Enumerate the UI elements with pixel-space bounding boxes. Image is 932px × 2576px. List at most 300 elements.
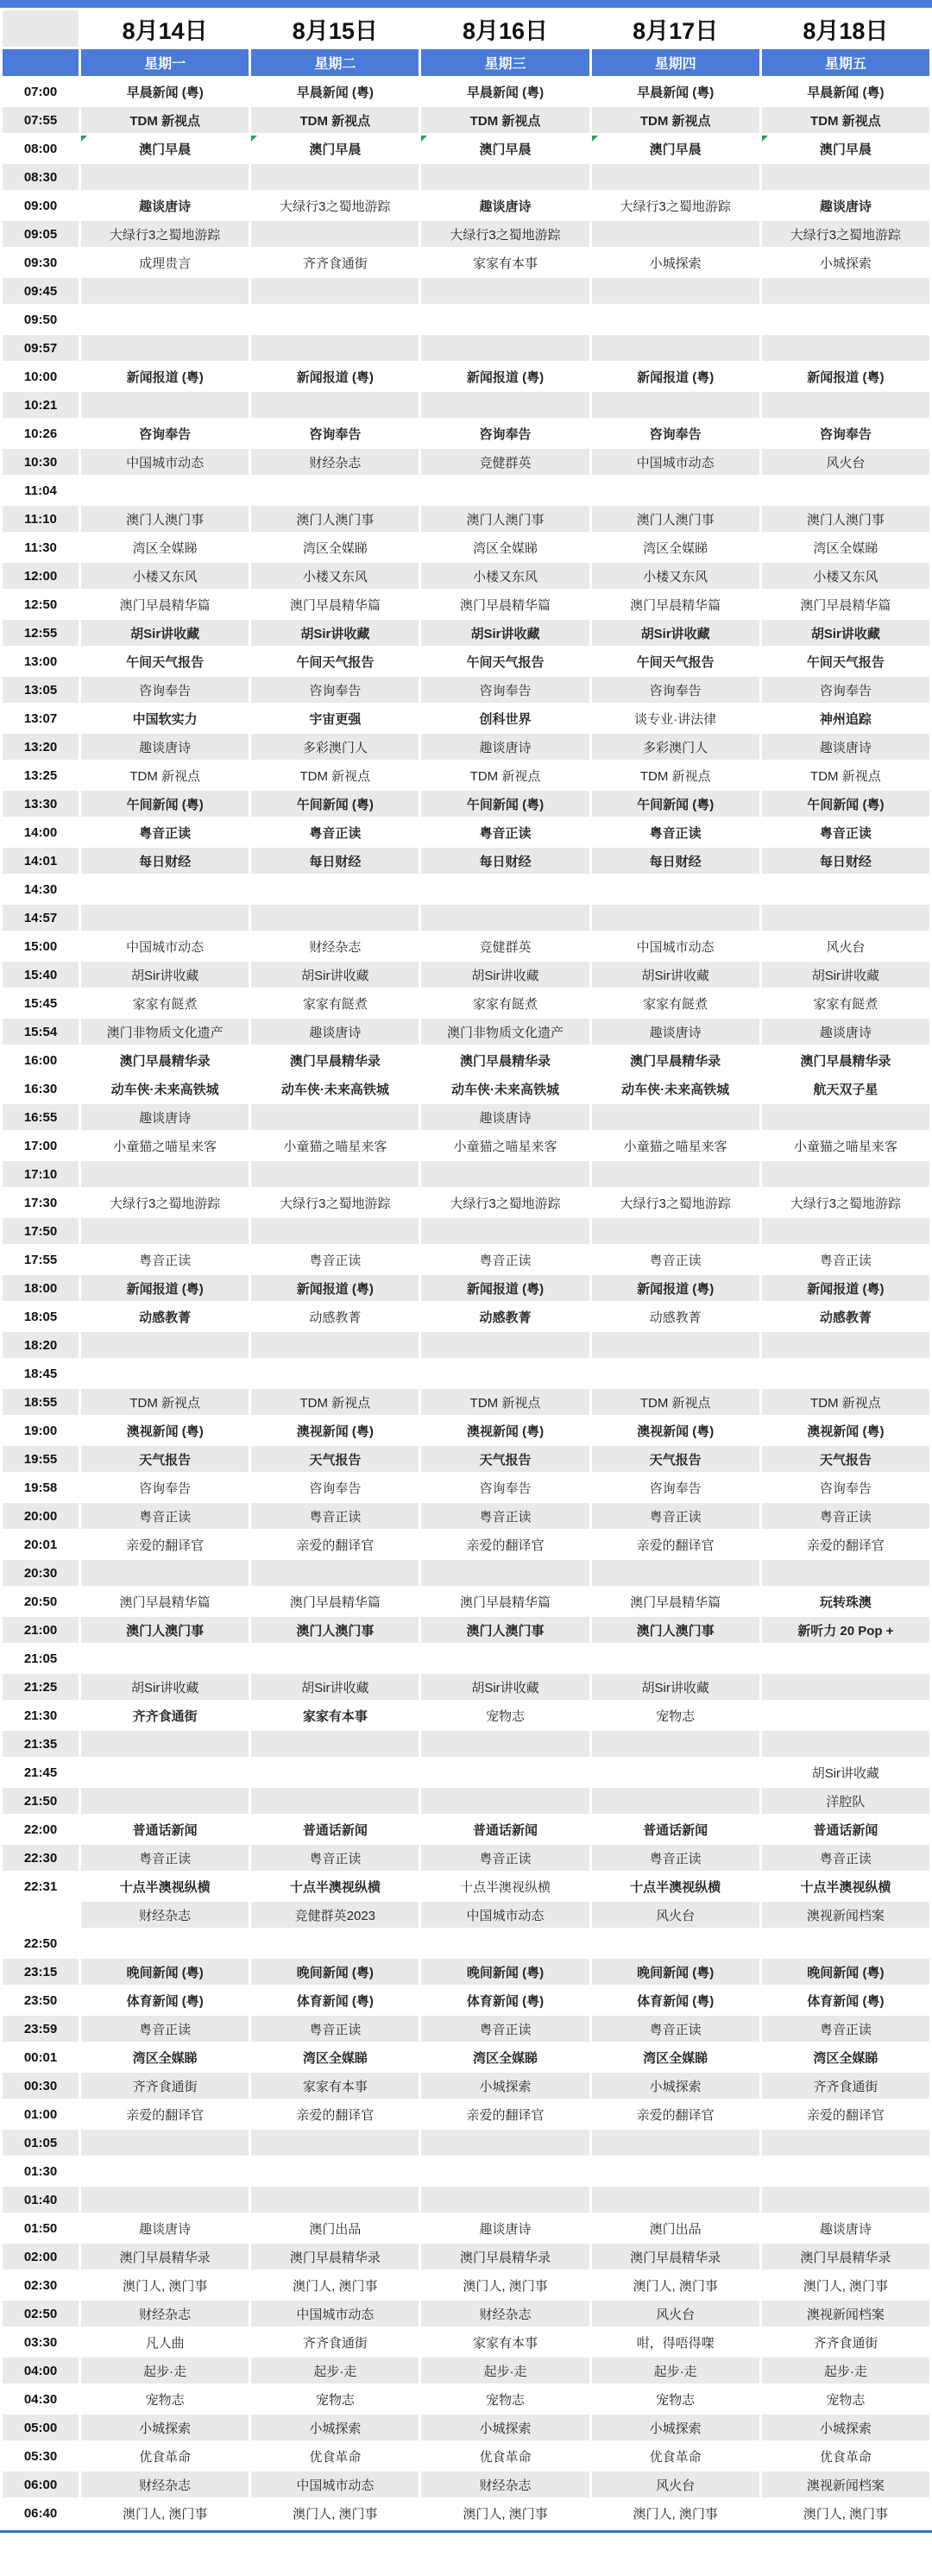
program-cell: 凡人曲 [81, 2329, 249, 2355]
program-cell: 粤音正读 [592, 1503, 759, 1529]
empty-cell [421, 1759, 589, 1785]
empty-cell [421, 1218, 589, 1244]
program-cell: 咨询奉告 [421, 677, 589, 703]
empty-cell [421, 1645, 589, 1671]
time-cell: 17:50 [3, 1218, 79, 1244]
schedule-row [3, 1446, 929, 1472]
empty-cell [81, 2130, 249, 2156]
schedule-row [3, 2244, 929, 2270]
program-cell: 中国城市动态 [421, 1902, 589, 1928]
program-cell: 澳门早晨精华篇 [762, 591, 929, 617]
program-cell: 澳门早晨精华篇 [81, 1588, 249, 1614]
schedule-row [3, 1588, 929, 1614]
program-cell: 起步·走 [421, 2358, 589, 2383]
program-cell: 动感教菁 [592, 1304, 759, 1329]
program-cell: 每日财经 [762, 848, 929, 874]
program-cell: 多彩澳门人 [592, 734, 759, 760]
program-cell: 家家有本事 [251, 2073, 419, 2099]
program-cell: 午间天气报告 [81, 648, 249, 674]
schedule-row [3, 107, 929, 133]
program-cell: 咨询奉告 [421, 1474, 589, 1500]
empty-cell [592, 306, 759, 332]
empty-cell [421, 2130, 589, 2156]
empty-cell [81, 1930, 249, 1956]
empty-cell [251, 278, 419, 304]
program-cell: 胡Sir讲收藏 [251, 1674, 419, 1700]
empty-cell [81, 306, 249, 332]
empty-cell [762, 2187, 929, 2213]
program-cell: 小城探索 [421, 2073, 589, 2099]
program-cell: 宠物志 [421, 2386, 589, 2412]
empty-cell [762, 1645, 929, 1671]
program-cell: 晚间新闻 (粤) [81, 1959, 249, 1985]
program-cell: TDM 新视点 [762, 107, 929, 133]
schedule-row [3, 762, 929, 788]
empty-cell [762, 876, 929, 902]
schedule-row [3, 2130, 929, 2156]
program-cell: 澳门人澳门事 [762, 506, 929, 532]
time-cell: 09:05 [3, 221, 79, 247]
empty-cell [762, 2130, 929, 2156]
program-cell: 趣谈唐诗 [421, 734, 589, 760]
program-cell: 家家有本事 [421, 2329, 589, 2355]
schedule-row [3, 2472, 929, 2497]
empty-cell [762, 1361, 929, 1386]
program-cell: 澳门早晨精华录 [81, 1047, 249, 1073]
time-cell: 17:10 [3, 1161, 79, 1187]
empty-cell [762, 1104, 929, 1130]
schedule-row [3, 1389, 929, 1415]
program-cell: 午间天气报告 [762, 648, 929, 674]
program-cell: 亲爱的翻译官 [421, 1531, 589, 1557]
program-cell: 小城探索 [762, 249, 929, 275]
schedule-table [0, 8, 932, 2529]
program-cell: 澳门早晨 [251, 136, 419, 161]
empty-cell [762, 306, 929, 332]
date-header-cell: 8月15日 [251, 10, 419, 47]
schedule-row [3, 221, 929, 247]
program-cell: 体育新闻 (粤) [762, 1987, 929, 2013]
empty-cell [592, 1332, 759, 1358]
program-cell: 竞健群英 [421, 449, 589, 475]
schedule-row [3, 2101, 929, 2127]
empty-cell [251, 164, 419, 190]
schedule-row [3, 1930, 929, 1956]
empty-cell [592, 1560, 759, 1586]
program-cell: 体育新闻 (粤) [251, 1987, 419, 2013]
program-cell: 中国城市动态 [251, 2301, 419, 2327]
schedule-row [3, 2158, 929, 2184]
schedule-row [3, 1190, 929, 1215]
program-cell: 动车侠·未来高铁城 [592, 1076, 759, 1102]
program-cell: 胡Sir讲收藏 [81, 962, 249, 988]
program-cell: 中国城市动态 [592, 449, 759, 475]
program-cell: 澳门人, 澳门事 [762, 2272, 929, 2298]
time-cell: 12:55 [3, 620, 79, 646]
program-cell: 澳门人, 澳门事 [592, 2500, 759, 2526]
program-cell: 澳门人, 澳门事 [421, 2272, 589, 2298]
program-cell: 大绿行3之蜀地游踪 [421, 221, 589, 247]
program-cell: 澳门早晨精华篇 [251, 591, 419, 617]
program-cell: TDM 新视点 [421, 762, 589, 788]
program-cell: 天气报告 [592, 1446, 759, 1472]
empty-cell [762, 392, 929, 418]
program-cell: 趣谈唐诗 [81, 734, 249, 760]
program-cell: 粤音正读 [592, 2016, 759, 2042]
program-cell: 午间新闻 (粤) [762, 791, 929, 817]
empty-cell [251, 1332, 419, 1358]
program-cell: 亲爱的翻译官 [81, 1531, 249, 1557]
program-cell: 胡Sir讲收藏 [421, 1674, 589, 1700]
schedule-row [3, 1702, 929, 1728]
time-cell: 21:30 [3, 1702, 79, 1728]
program-cell: 小城探索 [251, 2415, 419, 2440]
time-cell: 04:30 [3, 2386, 79, 2412]
empty-cell [592, 905, 759, 931]
time-cell: 01:00 [3, 2101, 79, 2127]
program-cell: 十点半澳视纵横 [421, 1873, 589, 1899]
program-cell: 澳门早晨精华录 [251, 1047, 419, 1073]
schedule-row [3, 392, 929, 418]
program-cell: 亲爱的翻译官 [762, 1531, 929, 1557]
program-cell: 澳门人, 澳门事 [251, 2500, 419, 2526]
empty-cell [421, 164, 589, 190]
program-cell: 中国城市动态 [592, 933, 759, 959]
program-cell: 澳门人澳门事 [421, 1617, 589, 1643]
program-cell: 湾区全媒睇 [251, 2044, 419, 2070]
program-cell: 午间新闻 (粤) [81, 791, 249, 817]
empty-cell [592, 876, 759, 902]
program-cell: 大绿行3之蜀地游踪 [592, 193, 759, 218]
program-cell: 体育新闻 (粤) [592, 1987, 759, 2013]
program-cell: 咨询奉告 [81, 677, 249, 703]
program-cell: 粤音正读 [421, 1845, 589, 1871]
empty-cell [592, 1731, 759, 1757]
time-cell: 14:30 [3, 876, 79, 902]
program-cell: 优食革命 [421, 2443, 589, 2469]
schedule-row [3, 1816, 929, 1842]
program-cell: 家家有餸煮 [592, 990, 759, 1016]
time-cell: 13:30 [3, 791, 79, 817]
program-cell: 十点半澳视纵横 [592, 1873, 759, 1899]
time-cell: 09:00 [3, 193, 79, 218]
schedule-row [3, 1417, 929, 1443]
empty-cell [592, 1218, 759, 1244]
program-cell: 胡Sir讲收藏 [592, 620, 759, 646]
time-cell: 20:30 [3, 1560, 79, 1586]
empty-cell [762, 905, 929, 931]
program-cell: 财经杂志 [421, 2301, 589, 2327]
empty-cell [251, 2187, 419, 2213]
empty-cell [421, 1332, 589, 1358]
date-header-row [3, 10, 929, 47]
program-cell: 宠物志 [592, 1702, 759, 1728]
time-cell: 09:45 [3, 278, 79, 304]
schedule-row [3, 620, 929, 646]
time-cell: 21:35 [3, 1731, 79, 1757]
empty-cell [762, 2158, 929, 2184]
empty-cell [251, 1759, 419, 1785]
program-cell: 风火台 [592, 2472, 759, 2497]
empty-cell [762, 278, 929, 304]
program-cell: 胡Sir讲收藏 [762, 1759, 929, 1785]
program-cell: 财经杂志 [421, 2472, 589, 2497]
schedule-row [3, 193, 929, 218]
program-cell: 小童猫之喵星来客 [762, 1133, 929, 1159]
program-cell: 澳门早晨精华录 [251, 2244, 419, 2270]
program-cell: 中国城市动态 [81, 933, 249, 959]
time-cell: 22:30 [3, 1845, 79, 1871]
program-cell: 咨询奉告 [592, 1474, 759, 1500]
program-cell: 澳视新闻 (粤) [592, 1417, 759, 1443]
schedule-row [3, 1275, 929, 1301]
program-cell: 午间天气报告 [251, 648, 419, 674]
program-cell: 家家有本事 [251, 1702, 419, 1728]
program-cell: 普通话新闻 [251, 1816, 419, 1842]
program-cell: 亲爱的翻译官 [592, 1531, 759, 1557]
empty-cell [592, 1161, 759, 1187]
schedule-row [3, 1731, 929, 1757]
time-cell: 19:00 [3, 1417, 79, 1443]
schedule-row [3, 306, 929, 332]
empty-cell [81, 876, 249, 902]
time-cell: 18:00 [3, 1275, 79, 1301]
program-cell: 粤音正读 [81, 819, 249, 845]
time-cell: 22:00 [3, 1816, 79, 1842]
weekday-header-cell: 星期二 [251, 49, 419, 76]
empty-cell [81, 2158, 249, 2184]
program-cell: 小楼又东风 [592, 563, 759, 589]
schedule-row [3, 1873, 929, 1899]
program-cell: 大绿行3之蜀地游踪 [251, 193, 419, 218]
schedule-row [3, 1047, 929, 1073]
program-cell: 粤音正读 [81, 2016, 249, 2042]
schedule-row [3, 477, 929, 503]
time-cell: 05:30 [3, 2443, 79, 2469]
empty-cell [251, 1645, 419, 1671]
program-cell: 小城探索 [421, 2415, 589, 2440]
time-cell: 16:00 [3, 1047, 79, 1073]
program-cell: 大绿行3之蜀地游踪 [762, 221, 929, 247]
schedule-row [3, 705, 929, 731]
date-header-cell: 8月14日 [81, 10, 249, 47]
schedule-row [3, 1133, 929, 1159]
date-header-cell: 8月18日 [762, 10, 929, 47]
program-cell: 午间天气报告 [421, 648, 589, 674]
program-cell: 新闻报道 (粤) [592, 1275, 759, 1301]
program-cell: TDM 新视点 [251, 107, 419, 133]
program-cell: 澳门非物质文化遗产 [81, 1019, 249, 1045]
time-cell: 09:50 [3, 306, 79, 332]
program-cell: 齐齐食通街 [251, 2329, 419, 2355]
program-cell: 优食革命 [81, 2443, 249, 2469]
time-cell: 13:07 [3, 705, 79, 731]
program-cell: 咨询奉告 [421, 420, 589, 446]
schedule-row [3, 2386, 929, 2412]
time-cell: 09:57 [3, 335, 79, 361]
program-cell: 齐齐食通街 [762, 2073, 929, 2099]
time-cell: 00:30 [3, 2073, 79, 2099]
program-cell: 小城探索 [81, 2415, 249, 2440]
empty-cell [592, 1361, 759, 1386]
program-cell: 澳门早晨精华录 [421, 2244, 589, 2270]
program-cell: TDM 新视点 [421, 107, 589, 133]
program-cell: 十点半澳视纵横 [251, 1873, 419, 1899]
program-cell: 澳门人澳门事 [421, 506, 589, 532]
time-cell: 21:25 [3, 1674, 79, 1700]
program-cell: 粤音正读 [762, 1845, 929, 1871]
time-cell: 12:00 [3, 563, 79, 589]
schedule-row [3, 591, 929, 617]
schedule-row [3, 848, 929, 874]
program-cell: 澳门早晨精华录 [81, 2244, 249, 2270]
empty-cell [762, 1332, 929, 1358]
program-cell: TDM 新视点 [81, 1389, 249, 1415]
empty-cell [81, 164, 249, 190]
program-cell: 财经杂志 [81, 1902, 249, 1928]
weekday-header-row [3, 49, 929, 76]
program-cell: 新闻报道 (粤) [762, 1275, 929, 1301]
program-cell: 湾区全媒睇 [81, 2044, 249, 2070]
time-cell: 23:50 [3, 1987, 79, 2013]
schedule-row [3, 1161, 929, 1187]
program-cell: 澳门早晨精华录 [762, 1047, 929, 1073]
program-cell: 澳视新闻 (粤) [251, 1417, 419, 1443]
program-cell: 湾区全媒睇 [592, 2044, 759, 2070]
program-cell: 每日财经 [81, 848, 249, 874]
empty-cell [251, 1104, 419, 1130]
empty-cell [762, 1161, 929, 1187]
program-cell: 优食革命 [592, 2443, 759, 2469]
time-cell: 14:57 [3, 905, 79, 931]
program-cell: 粤音正读 [762, 1247, 929, 1272]
program-cell: 趣谈唐诗 [592, 1019, 759, 1045]
program-cell: 小童猫之喵星来客 [421, 1133, 589, 1159]
date-header-cell: 8月16日 [421, 10, 589, 47]
empty-cell [251, 1788, 419, 1814]
weekday-header-cell: 星期三 [421, 49, 589, 76]
program-cell: 成理贵言 [81, 249, 249, 275]
schedule-row [3, 1332, 929, 1358]
program-cell: 澳门早晨 [762, 136, 929, 161]
program-cell: 齐齐食通街 [81, 1702, 249, 1728]
program-cell: 亲爱的翻译官 [762, 2101, 929, 2127]
program-cell: 粤音正读 [421, 819, 589, 845]
program-cell: 天气报告 [421, 1446, 589, 1472]
schedule-row [3, 819, 929, 845]
program-cell: 胡Sir讲收藏 [251, 962, 419, 988]
program-cell: 粤音正读 [251, 819, 419, 845]
empty-cell [592, 2187, 759, 2213]
program-cell: 财经杂志 [81, 2301, 249, 2327]
program-cell: 动感教菁 [421, 1304, 589, 1329]
empty-cell [251, 335, 419, 361]
program-cell: 胡Sir讲收藏 [81, 1674, 249, 1700]
empty-cell [81, 477, 249, 503]
program-cell: 中国软实力 [81, 705, 249, 731]
program-cell: 普通话新闻 [81, 1816, 249, 1842]
program-cell: 趣谈唐诗 [762, 193, 929, 218]
program-cell: 澳视新闻档案 [762, 2301, 929, 2327]
program-cell: 体育新闻 (粤) [81, 1987, 249, 2013]
program-cell: 航天双子星 [762, 1076, 929, 1102]
program-cell: 澳门早晨精华篇 [81, 591, 249, 617]
program-cell: 澳门人, 澳门事 [251, 2272, 419, 2298]
program-cell: 家家有本事 [421, 249, 589, 275]
empty-cell [762, 164, 929, 190]
program-cell: 起步·走 [81, 2358, 249, 2383]
empty-cell [762, 1731, 929, 1757]
empty-cell [421, 1930, 589, 1956]
time-cell: 21:00 [3, 1617, 79, 1643]
program-cell: 澳视新闻档案 [762, 1902, 929, 1928]
time-cell: 21:05 [3, 1645, 79, 1671]
empty-cell [81, 278, 249, 304]
program-cell: 胡Sir讲收藏 [421, 620, 589, 646]
time-cell: 20:00 [3, 1503, 79, 1529]
program-cell: 趣谈唐诗 [81, 1104, 249, 1130]
time-cell: 06:00 [3, 2472, 79, 2497]
schedule-row [3, 2358, 929, 2383]
program-cell: 咨询奉告 [762, 420, 929, 446]
program-cell: 小楼又东风 [81, 563, 249, 589]
time-cell: 01:30 [3, 2158, 79, 2184]
schedule-row [3, 2073, 929, 2099]
program-cell: 趣谈唐诗 [421, 1104, 589, 1130]
schedule-row [3, 1503, 929, 1529]
empty-cell [81, 1560, 249, 1586]
program-cell: 咨询奉告 [251, 677, 419, 703]
program-cell: 财经杂志 [81, 2472, 249, 2497]
program-cell: 动车侠·未来高铁城 [81, 1076, 249, 1102]
program-cell: 胡Sir讲收藏 [592, 1674, 759, 1700]
schedule-row [3, 648, 929, 674]
program-cell: 澳门早晨精华篇 [251, 1588, 419, 1614]
empty-cell [421, 278, 589, 304]
schedule-row [3, 791, 929, 817]
program-cell: TDM 新视点 [592, 762, 759, 788]
schedule-row [3, 1674, 929, 1700]
program-cell: 粤音正读 [762, 2016, 929, 2042]
program-cell: 咨询奉告 [81, 1474, 249, 1500]
program-cell: 多彩澳门人 [251, 734, 419, 760]
empty-cell [81, 335, 249, 361]
program-cell: 风火台 [592, 1902, 759, 1928]
top-accent-bar [0, 0, 932, 8]
empty-cell [592, 1759, 759, 1785]
program-cell: TDM 新视点 [592, 1389, 759, 1415]
time-cell: 14:01 [3, 848, 79, 874]
program-cell: 粤音正读 [421, 1503, 589, 1529]
program-cell: 新闻报道 (粤) [762, 363, 929, 389]
program-cell: 早晨新闻 (粤) [592, 79, 759, 104]
program-cell: 洋腔队 [762, 1788, 929, 1814]
schedule-row [3, 1304, 929, 1329]
time-cell: 01:05 [3, 2130, 79, 2156]
program-cell: 天气报告 [81, 1446, 249, 1472]
program-cell: 十点半澳视纵横 [762, 1873, 929, 1899]
time-cell: 10:00 [3, 363, 79, 389]
empty-cell [592, 221, 759, 247]
program-cell: 亲爱的翻译官 [421, 2101, 589, 2127]
program-cell: 澳门人, 澳门事 [421, 2500, 589, 2526]
program-cell: 体育新闻 (粤) [421, 1987, 589, 2013]
program-cell: 亲爱的翻译官 [251, 2101, 419, 2127]
empty-cell [251, 1218, 419, 1244]
program-cell: 趣谈唐诗 [762, 2215, 929, 2241]
empty-cell [251, 221, 419, 247]
time-cell: 18:20 [3, 1332, 79, 1358]
